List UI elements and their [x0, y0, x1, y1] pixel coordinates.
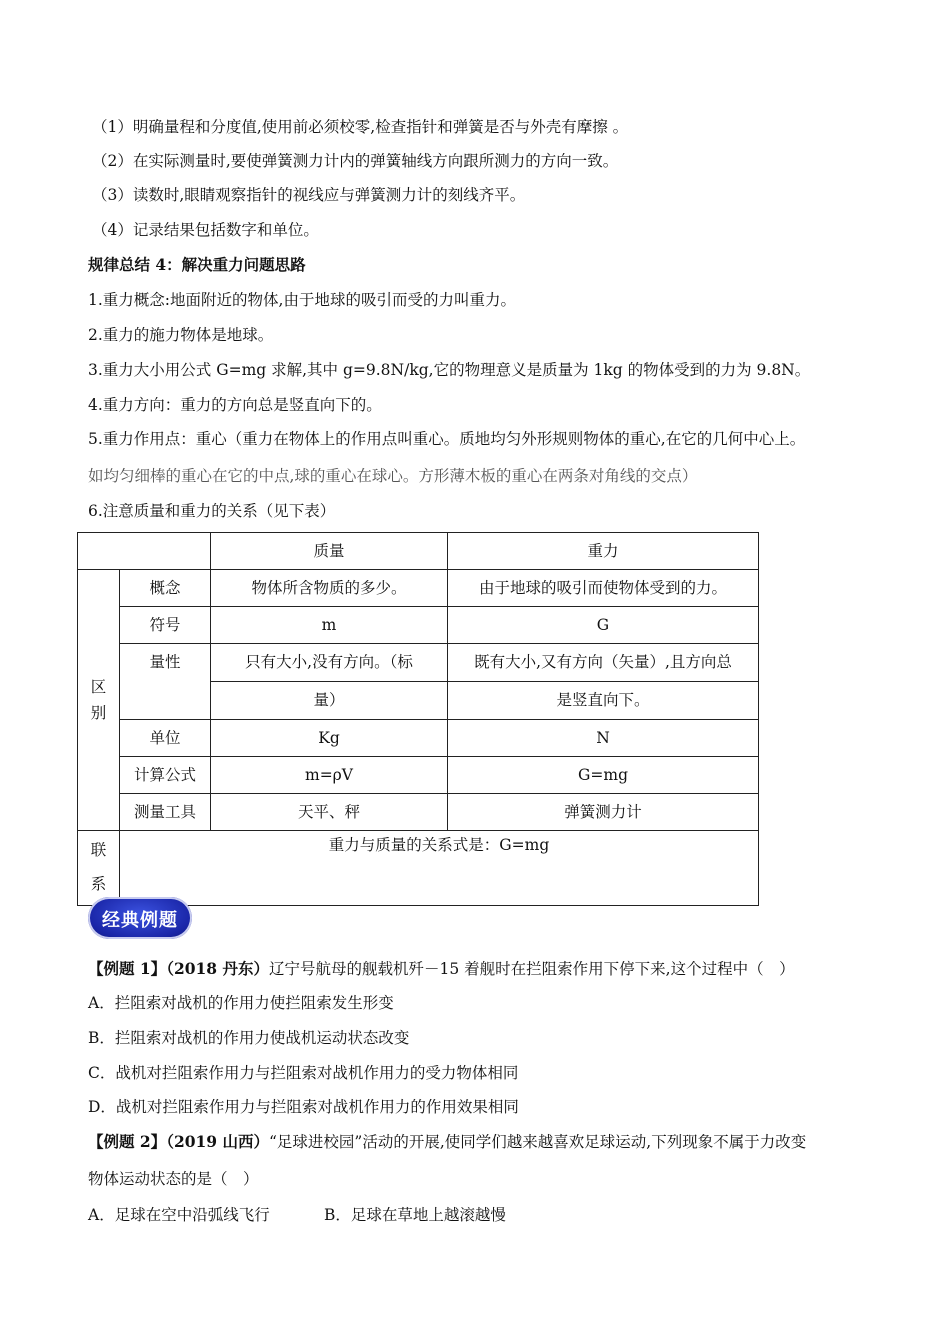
example-2-question — [88, 1132, 806, 1152]
table-row — [78, 720, 759, 757]
row-gravity: G=mg — [448, 757, 759, 794]
row-attr: 测量工具 — [120, 794, 211, 831]
note-2: （2）在实际测量时,要使弹簧测力计内的弹簧轴线方向跟所测力的方向一致。 — [92, 152, 619, 170]
header-mass: 质量 — [211, 533, 448, 570]
header-empty-cell — [78, 533, 211, 570]
note-1: （1）明确量程和分度值,使用前必须校零,检查指针和弹簧是否与外壳有摩擦 。 — [92, 118, 629, 136]
example-1-option-d: D．战机对拦阻索作用力与拦阻索对战机作用力的作用效果相同 — [88, 1098, 519, 1116]
table-row — [78, 570, 759, 607]
summary-item-3: 3.重力大小用公式 G=mg 求解,其中 g=9.8N/kg,它的物理意义是质量为 1kg 的物体受到的力为 9.8N。 — [88, 361, 811, 379]
example-1-option-b: B．拦阻索对战机的作用力使战机运动状态改变 — [88, 1029, 410, 1047]
row-mass: Kg — [211, 720, 448, 757]
example-2-text: “足球进校园”活动的开展,使同学们越来越喜欢足球运动,下列现象不属于力改变 — [268, 1133, 807, 1151]
example-1-text: 辽宁号航母的舰载机歼－15 着舰时在拦阻索作用下停下来,这个过程中（ ） — [268, 960, 795, 978]
row-mass: m=ρV — [211, 757, 448, 794]
row-gravity: N — [448, 720, 759, 757]
row-attr: 单位 — [120, 720, 211, 757]
row-attr: 计算公式 — [120, 757, 211, 794]
summary-heading: 规律总结 4：解决重力问题思路 — [88, 255, 306, 274]
table-row — [78, 607, 759, 644]
table-row — [78, 794, 759, 831]
badge-label: 经典例题 — [102, 910, 178, 931]
mass-gravity-table — [77, 532, 759, 906]
row-mass-line-1: 只有大小,没有方向。（标 — [211, 644, 448, 682]
row-gravity-line-2: 是竖直向下。 — [448, 682, 759, 720]
summary-item-4: 4.重力方向：重力的方向总是竖直向下的。 — [88, 396, 382, 414]
note-3: （3）读数时,眼睛观察指针的视线应与弹簧测力计的刻线齐平。 — [92, 186, 526, 204]
example-2-option-a: A．足球在空中沿弧线飞行 — [88, 1206, 270, 1224]
row-mass: m — [211, 607, 448, 644]
summary-item-2: 2.重力的施力物体是地球。 — [88, 326, 274, 344]
link-text: 重力与质量的关系式是：G=mg — [120, 831, 759, 906]
example-1-source: （2018 丹东） — [166, 959, 269, 978]
difference-label — [78, 570, 120, 831]
summary-item-6: 6.注意质量和重力的关系（见下表） — [88, 502, 336, 520]
row-gravity: 由于地球的吸引而使物体受到的力。 — [448, 570, 759, 607]
link-label — [78, 831, 120, 906]
example-1-tag: 【例题 1】 — [88, 959, 167, 978]
example-2-question-cont: 物体运动状态的是（ ） — [88, 1170, 259, 1188]
summary-item-5: 5.重力作用点：重心（重力在物体上的作用点叫重心。质地均匀外形规则物体的重心,在它的几何中心上。 — [88, 430, 806, 448]
row-mass: 物体所含物质的多少。 — [211, 570, 448, 607]
row-mass-line-2: 量） — [211, 682, 448, 720]
link-label-char-2: 系 — [90, 875, 107, 893]
row-mass: 天平、秤 — [211, 794, 448, 831]
difference-label-char-1: 区 — [90, 678, 107, 696]
row-gravity-line-1: 既有大小,又有方向（矢量）,且方向总 — [448, 644, 759, 682]
example-1-option-a: A．拦阻索对战机的作用力使拦阻索发生形变 — [88, 994, 394, 1012]
summary-item-5-cont: 如均匀细棒的重心在它的中点,球的重心在球心。方形薄木板的重心在两条对角线的交点） — [88, 467, 698, 485]
row-gravity: 弹簧测力计 — [448, 794, 759, 831]
table-header-row — [78, 533, 759, 570]
classic-examples-badge — [88, 897, 192, 939]
row-attr: 符号 — [120, 607, 211, 644]
table-row — [78, 644, 759, 682]
row-attr: 量性 — [120, 644, 211, 720]
note-4: （4）记录结果包括数字和单位。 — [92, 221, 319, 239]
example-2-option-b: B．足球在草地上越滚越慢 — [324, 1206, 506, 1224]
example-2-tag: 【例题 2】 — [88, 1132, 167, 1151]
example-1-question — [88, 959, 795, 979]
header-gravity: 重力 — [448, 533, 759, 570]
table-row — [78, 757, 759, 794]
row-attr: 概念 — [120, 570, 211, 607]
difference-label-char-2: 别 — [90, 704, 107, 722]
link-label-char-1: 联 — [90, 841, 107, 859]
summary-item-1: 1.重力概念:地面附近的物体,由于地球的吸引而受的力叫重力。 — [88, 291, 516, 309]
example-2-source: （2019 山西） — [166, 1132, 269, 1151]
example-1-option-c: C．战机对拦阻索作用力与拦阻索对战机作用力的受力物体相同 — [88, 1064, 519, 1082]
row-gravity: G — [448, 607, 759, 644]
table-row-link — [78, 831, 759, 906]
